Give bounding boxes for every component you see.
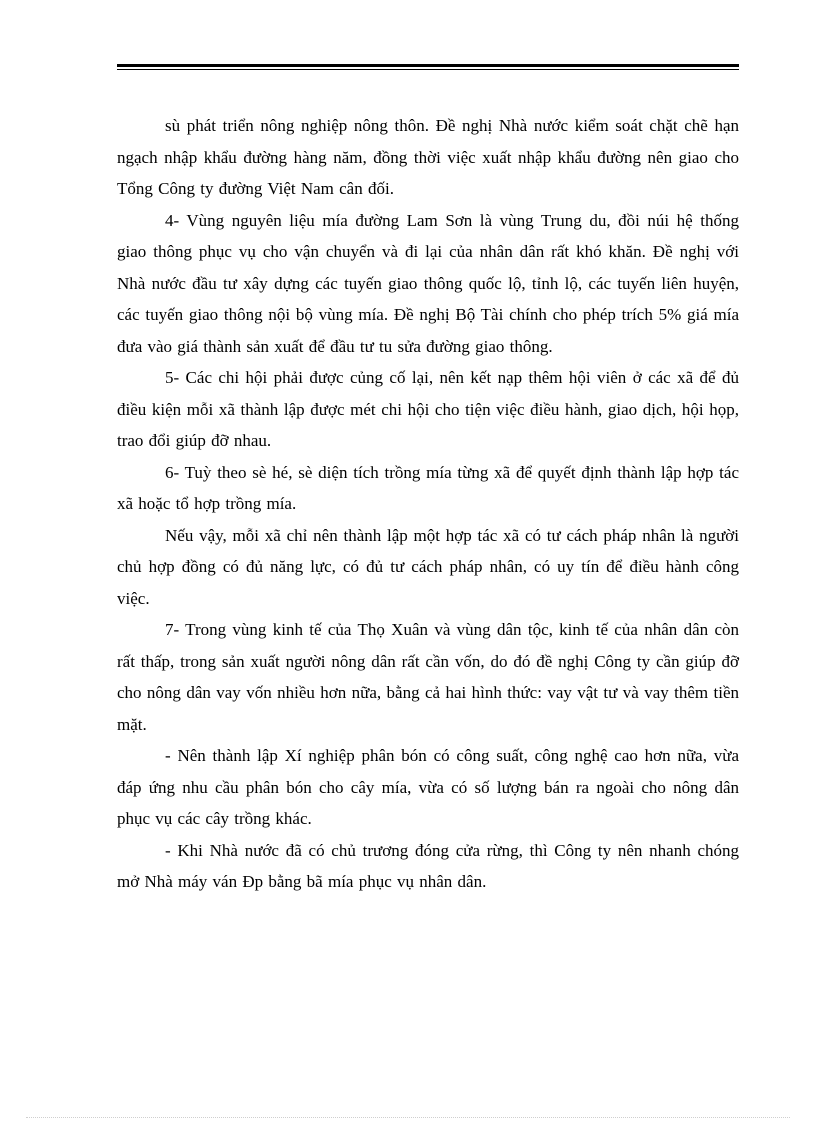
document-body (117, 110, 739, 898)
paragraph-item-7-loans: 7- Trong vùng kinh tế của Thọ Xuân và vùng dân tộc, kinh tế của nhân dân còn rất thấp, trong sản xuất người nông dân rất cần vốn, do đó đề nghị Công ty cần giúp đỡ cho nông dân vay vốn nhiều hơn nữa, bằng cả hai hình thức: vay vật tư và vay thêm tiền mặt. (117, 620, 739, 734)
header-rule-thin-line (117, 69, 739, 70)
paragraph-item-6-cooperatives: 6- Tuỳ theo sè hé, sè diện tích trồng mía từng xã để quyết định thành lập hợp tác xã hoặc tổ hợp trồng mía. (117, 462, 739, 513)
footer-dotted-line (26, 1117, 790, 1118)
paragraph-fertilizer-plant: - Nên thành lập Xí nghiệp phân bón có công suất, công nghệ cao hơn nữa, vừa đáp ứng nhu cầu phân bón cho cây mía, vừa có số lượng bán ra ngoài cho nông dân phục vụ các cây trồng khác. (117, 746, 739, 828)
header-rule-thick-line (117, 64, 739, 67)
paragraph-cooperative-note: Nếu vậy, mỗi xã chỉ nên thành lập một hợp tác xã có tư cách pháp nhân là người chủ hợp đồng có đủ năng lực, có đủ tư cách pháp nhân, có uy tín để điều hành công việc. (117, 525, 739, 608)
paragraph-item-4-transport: 4- Vùng nguyên liệu mía đường Lam Sơn là vùng Trung du, đồi núi hệ thống giao thông phục vụ cho vận chuyển và đi lại của nhân dân rất khó khăn. Đề nghị với Nhà nước đầu tư xây dựng các tuyến giao thông quốc lộ, tỉnh lộ, các tuyến liên huyện, các tuyến giao thông nội bộ vùng mía. Đề nghị Bộ Tài chính cho phép trích 5% giá mía đưa vào giá thành sản xuất để đầu tư tu sửa đường giao thông. (117, 210, 739, 356)
paragraph-board-factory: - Khi Nhà nước đã có chủ trương đóng cửa rừng, thì Công ty nên nhanh chóng mở Nhà máy ván Ðp bằng bã mía phục vụ nhân dân. (117, 840, 739, 891)
paragraph-item-5-branches: 5- Các chi hội phải được củng cố lại, nên kết nạp thêm hội viên ở các xã để đủ điều kiện mỗi xã thành lập được mét chi hội cho tiện việc điều hành, giao dịch, hội họp, trao đổi giúp đỡ nhau. (117, 368, 739, 450)
paragraph-continuation: sù phát triển nông nghiệp nông thôn. Đề nghị Nhà nước kiểm soát chặt chẽ hạn ngạch nhập khẩu đường hàng năm, đồng thời việc xuất nhập khẩu đường nên giao cho Tổng Công ty đường Việt Nam cân đối. (117, 116, 739, 198)
header-double-rule (117, 64, 739, 70)
